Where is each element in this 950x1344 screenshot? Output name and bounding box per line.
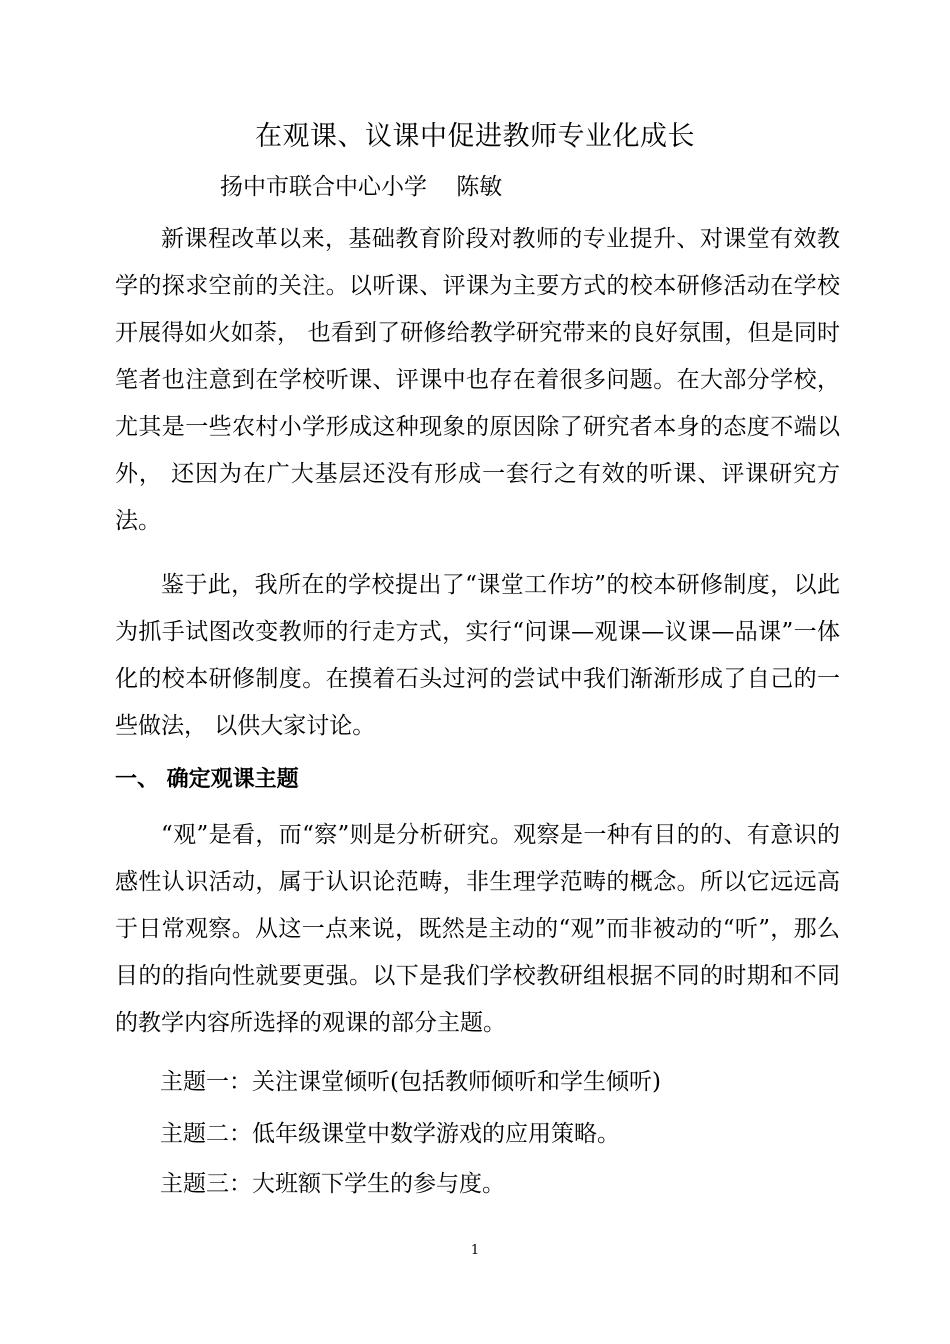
- topic-item: 主题一：关注课堂倾听(包括教师倾听和学生倾听): [160, 1069, 661, 1095]
- section-paragraph: “观”是看，而“察”则是分析研究。观察是一种有目的的、有意识的感性认识活动，属于认识论范畴，非生理学范畴的概念。所以它远远高于日常观察。从这一点来说，既然是主动的“观”而非被动的“听”，那么目的的指向性就要更强。以下是我们学校教研组根据不同的时期和不同的教学内容所选择的观课的部分主题。: [115, 822, 840, 1036]
- topic-item: 主题三：大班额下学生的参与度。: [160, 1171, 505, 1197]
- author-line: 扬中市联合中心小学 陈敏: [220, 174, 503, 200]
- document-title: 在观课、议课中促进教师专业化成长: [255, 121, 695, 152]
- school-system-paragraph: 鉴于此，我所在的学校提出了“课堂工作坊”的校本研修制度，以此为抓手试图改变教师的行走方式，实行“问课—观课—议课—品课”一体化的校本研修制度。在摸着石头过河的尝试中我们渐渐形成了自己的一些做法， 以供大家讨论。: [115, 572, 840, 739]
- section-heading: 一、 确定观课主题: [115, 767, 299, 792]
- intro-paragraph: 新课程改革以来，基础教育阶段对教师的专业提升、对课堂有效教学的探求空前的关注。以听课、评课为主要方式的校本研修活动在学校开展得如火如荼， 也看到了研修给教学研究带来的良好氛围，但是同时笔者也注意到在学校听课、评课中也存在着很多问题。在大部分学校，尤其是一些农村小学形成这种现象的原因除了研究者本身的态度不端以外， 还因为在广大基层还没有形成一套行之有效的听课、评课研究方法。: [115, 226, 840, 534]
- topic-item: 主题二：低年级课堂中数学游戏的应用策略。: [160, 1121, 620, 1147]
- page-number: 1: [470, 1243, 480, 1258]
